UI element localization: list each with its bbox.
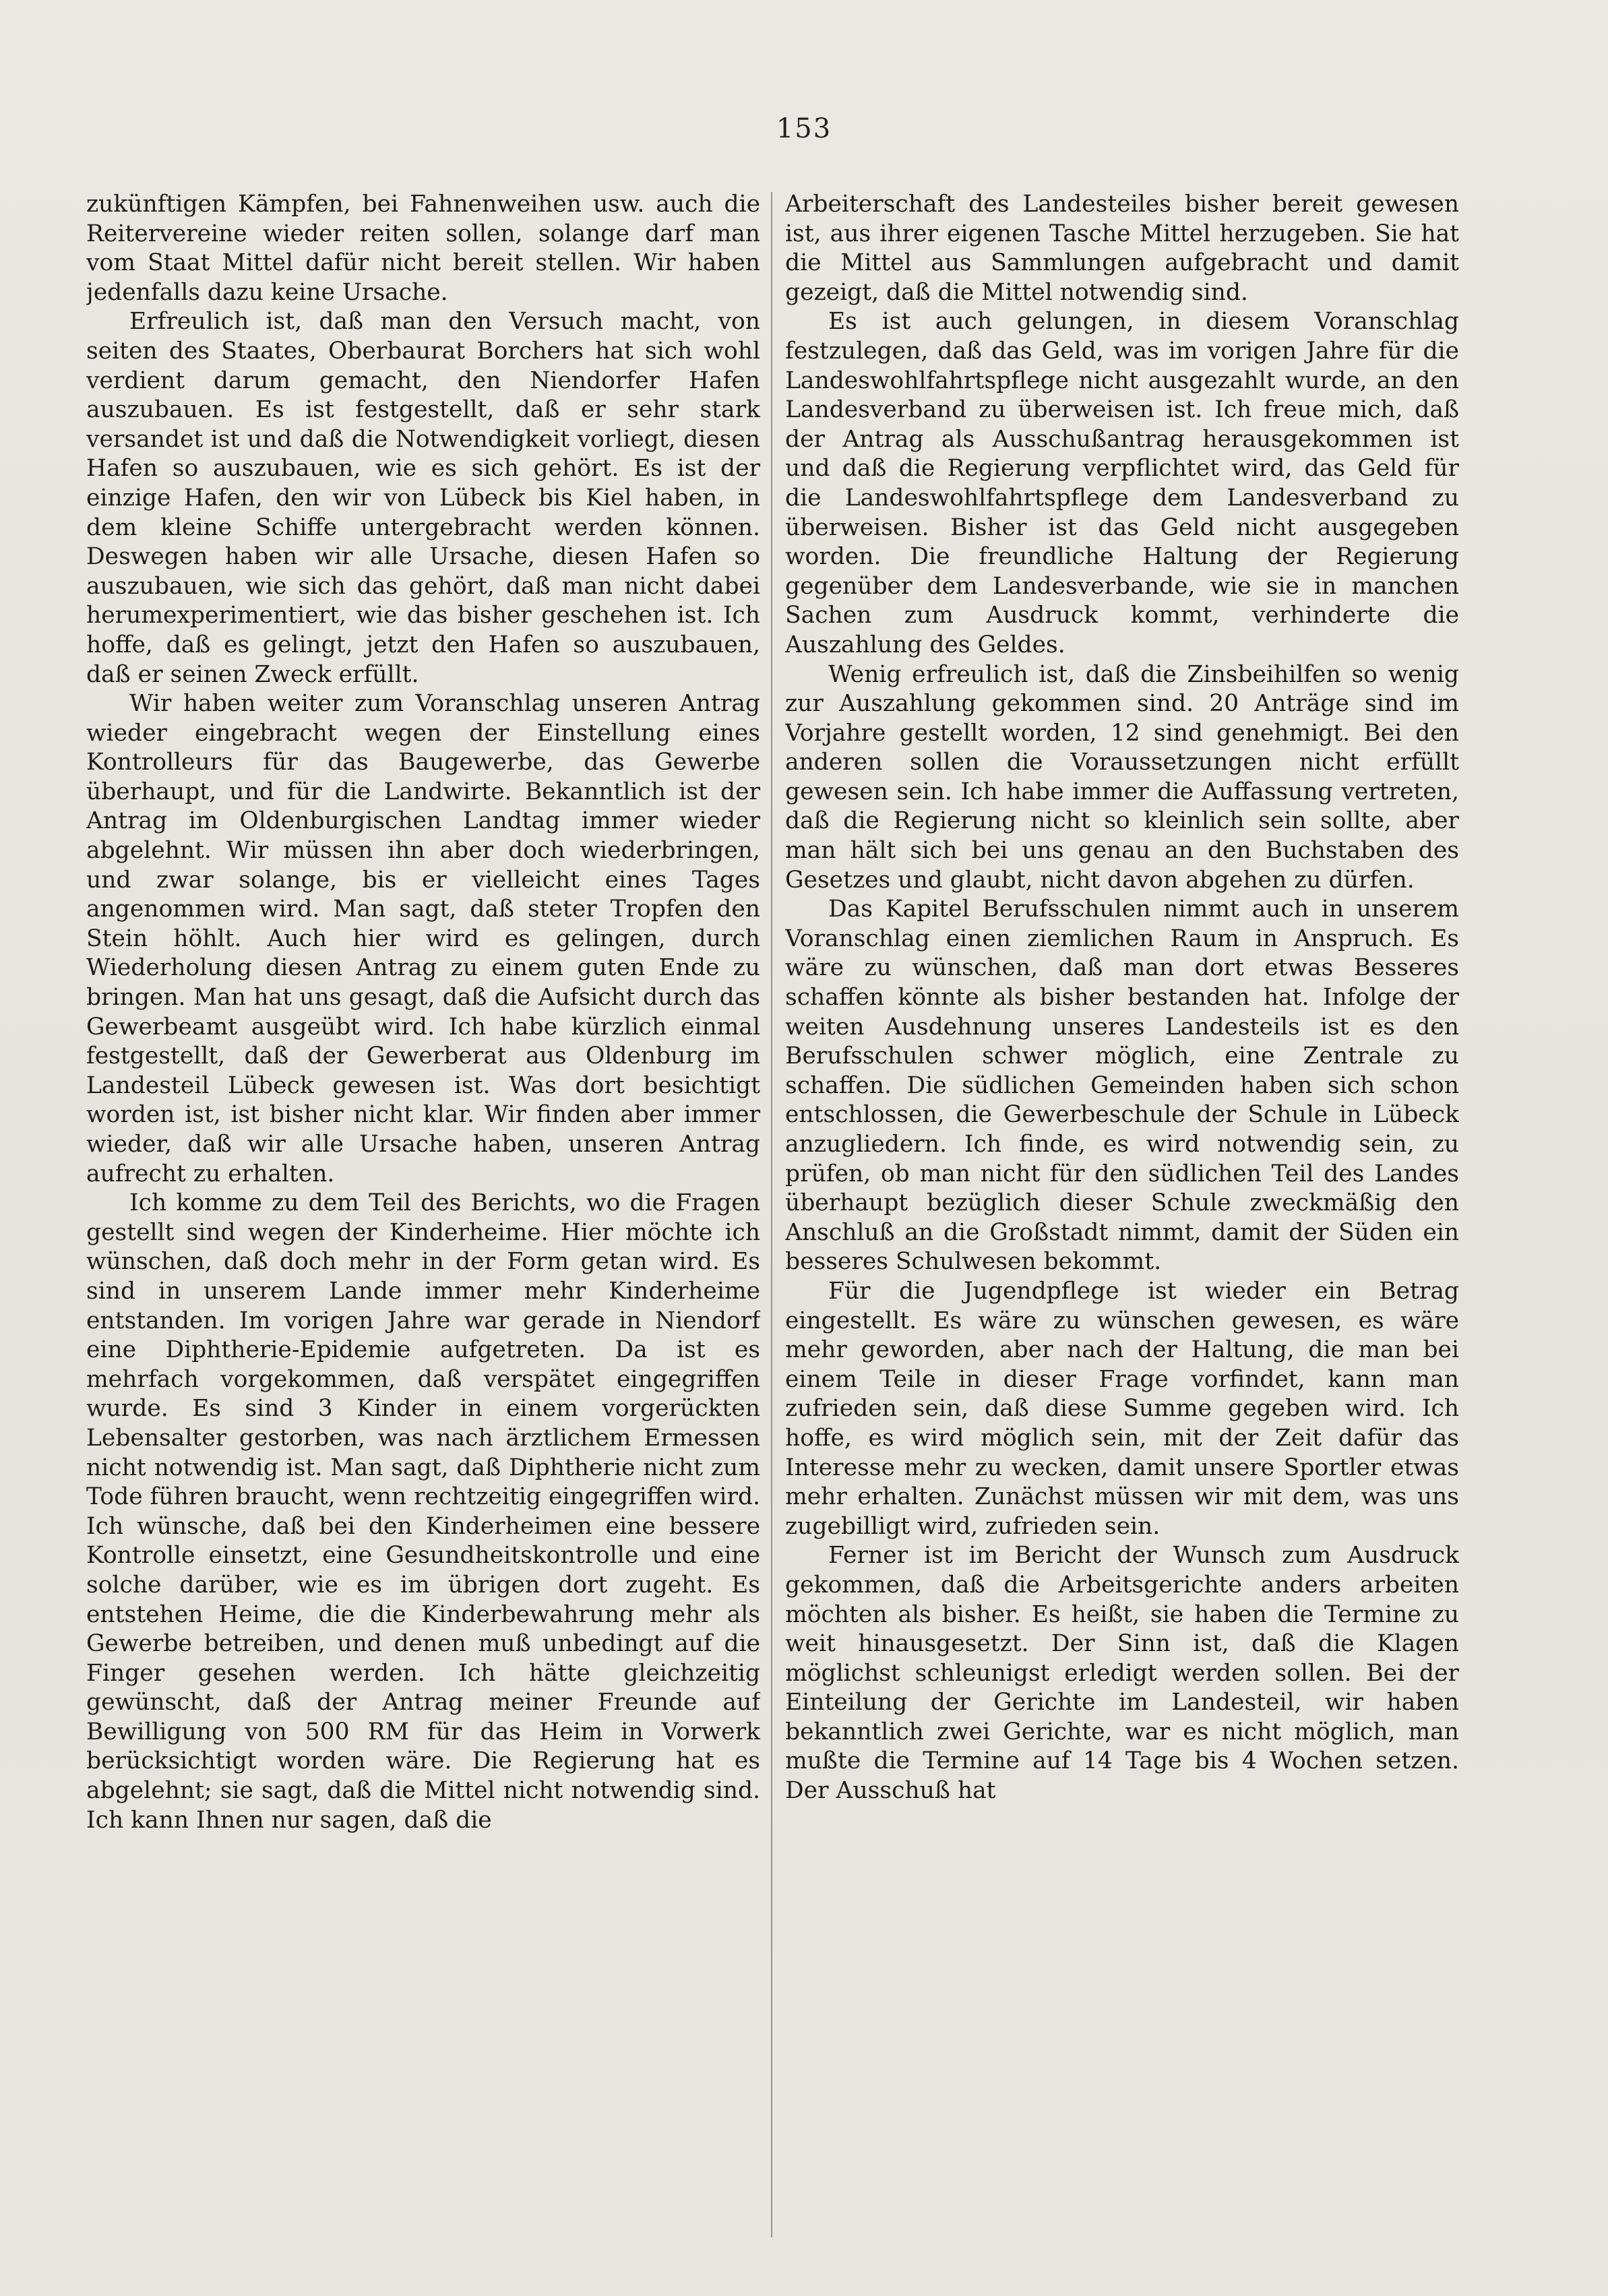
paragraph: Erfreulich ist, daß man den Versuch macht, von seiten des Staates, Oberbaurat Borchers hat sich wohl verdient darum gemacht, den Niendorfer Hafen auszubauen. Es ist festgestellt, daß er sehr stark versandet ist und daß die Notwendigkeit vorliegt, diesen Hafen so auszubauen, wie es sich gehört. Es ist der einzige Hafen, den wir von Lübeck bis Kiel haben, in dem kleine Schiffe untergebracht werden können. Deswegen haben wir alle Ursache, diesen Hafen so auszubauen, wie sich das gehört, daß man nicht dabei herumexperimentiert, wie das bisher geschehen ist. Ich hoffe, daß es gelingt, jetzt den Hafen so auszubauen, daß er seinen Zweck erfüllt.: [86, 308, 760, 688]
left-column: [86, 190, 760, 2252]
column-divider: [771, 192, 772, 2237]
paragraph: Wenig erfreulich ist, daß die Zinsbeihilfen so wenig zur Auszahlung gekommen sind. 20 Anträge sind im Vorjahre gestellt worden, 12 sind genehmigt. Bei den anderen sollen die Voraussetzungen nicht erfüllt gewesen sein. Ich habe immer die Auffassung vertreten, daß die Regierung nicht so kleinlich sein sollte, aber man hält sich bei uns genau an den Buchstaben des Gesetzes und glaubt, nicht davon abgehen zu dürfen.: [785, 660, 1459, 894]
paragraph: Wir haben weiter zum Voranschlag unseren Antrag wieder eingebracht wegen der Einstellung eines Kontrolleurs für das Baugewerbe, das Gewerbe überhaupt, und für die Landwirte. Bekanntlich ist der Antrag im Oldenburgischen Landtag immer wieder abgelehnt. Wir müssen ihn aber doch wiederbringen, und zwar solange, bis er vielleicht eines Tages angenommen wird. Man sagt, daß steter Tropfen den Stein höhlt. Auch hier wird es gelingen, durch Wiederholung diesen Antrag zu einem guten Ende zu bringen. Man hat uns gesagt, daß die Aufsicht durch das Gewerbeamt ausgeübt wird. Ich habe kürzlich einmal festgestellt, daß der Gewerberat aus Oldenburg im Landesteil Lübeck gewesen ist. Was dort besichtigt worden ist, ist bisher nicht klar. Wir finden aber immer wieder, daß wir alle Ursache haben, unseren Antrag aufrecht zu erhalten.: [86, 690, 760, 1187]
page-number: 153: [776, 113, 832, 144]
paragraph: Ich komme zu dem Teil des Berichts, wo die Fragen gestellt sind wegen der Kinderheime. Hier möchte ich wünschen, daß doch mehr in der Form getan wird. Es sind in unserem Lande immer mehr Kinderheime entstanden. Im vorigen Jahre war gerade in Niendorf eine Diphtherie-Epidemie aufgetreten. Da ist es mehrfach vorgekommen, daß verspätet eingegriffen wurde. Es sind 3 Kinder in einem vorgerückten Lebensalter gestorben, was nach ärztlichem Ermessen nicht notwendig ist. Man sagt, daß Diphtherie nicht zum Tode führen braucht, wenn rechtzeitig eingegriffen wird. Ich wünsche, daß bei den Kinderheimen eine bessere Kontrolle einsetzt, eine Gesundheitskontrolle und eine solche darüber, wie es im übrigen dort zugeht. Es entstehen Heime, die die Kinderbewahrung mehr als Gewerbe betreiben, und denen muß unbedingt auf die Finger gesehen werden. Ich hätte gleichzeitig gewünscht, daß der Antrag meiner Freunde auf Bewilligung von 500 RM für das Heim in Vorwerk berücksichtigt worden wäre. Die Regierung hat es abgelehnt; sie sagt, daß die Mittel nicht notwendig sind. Ich kann Ihnen nur sagen, daß die: [86, 1189, 760, 1834]
paragraph: Ferner ist im Bericht der Wunsch zum Ausdruck gekommen, daß die Arbeitsgerichte anders arbeiten möchten als bisher. Es heißt, sie haben die Termine zu weit hinausgesetzt. Der Sinn ist, daß die Klagen möglichst schleunigst erledigt werden sollen. Bei der Einteilung der Gerichte im Landesteil, wir haben bekanntlich zwei Gerichte, war es nicht möglich, man mußte die Termine auf 14 Tage bis 4 Wochen setzen. Der Ausschuß hat: [785, 1542, 1459, 1805]
paragraph: Es ist auch gelungen, in diesem Voranschlag festzulegen, daß das Geld, was im vorigen Jahre für die Landeswohlfahrtspflege nicht ausgezahlt wurde, an den Landesverband zu überweisen ist. Ich freue mich, daß der Antrag als Ausschußantrag herausgekommen ist und daß die Regierung verpflichtet wird, das Geld für die Landeswohlfahrtspflege dem Landesverband zu überweisen. Bisher ist das Geld nicht ausgegeben worden. Die freundliche Haltung der Regierung gegenüber dem Landesverbande, wie sie in manchen Sachen zum Ausdruck kommt, verhinderte die Auszahlung des Geldes.: [785, 308, 1459, 658]
paragraph: Arbeiterschaft des Landesteiles bisher bereit gewesen ist, aus ihrer eigenen Tasche Mittel herzugeben. Sie hat die Mittel aus Sammlungen aufgebracht und damit gezeigt, daß die Mittel notwendig sind.: [785, 191, 1459, 306]
right-column: [785, 190, 1459, 2252]
paragraph: zukünftigen Kämpfen, bei Fahnenweihen usw. auch die Reitervereine wieder reiten sollen, solange darf man vom Staat Mittel dafür nicht bereit stellen. Wir haben jedenfalls dazu keine Ursache.: [86, 191, 760, 306]
paragraph: Das Kapitel Berufsschulen nimmt auch in unserem Voranschlag einen ziemlichen Raum in Anspruch. Es wäre zu wünschen, daß man dort etwas Besseres schaffen könnte als bisher bestanden hat. Infolge der weiten Ausdehnung unseres Landesteils ist es den Berufsschulen schwer möglich, eine Zentrale zu schaffen. Die südlichen Gemeinden haben sich schon entschlossen, die Gewerbeschule der Schule in Lübeck anzugliedern. Ich finde, es wird notwendig sein, zu prüfen, ob man nicht für den südlichen Teil des Landes überhaupt bezüglich dieser Schule zweckmäßig den Anschluß an die Großstadt nimmt, damit der Süden ein besseres Schulwesen bekommt.: [785, 896, 1459, 1276]
paragraph: Für die Jugendpflege ist wieder ein Betrag eingestellt. Es wäre zu wünschen gewesen, es wäre mehr geworden, aber nach der Haltung, die man bei einem Teile in dieser Frage vorfindet, kann man zufrieden sein, daß diese Summe gegeben wird. Ich hoffe, es wird möglich sein, mit der Zeit dafür das Interesse mehr zu wecken, damit unsere Sportler etwas mehr erhalten. Zunächst müssen wir mit dem, was uns zugebilligt wird, zufrieden sein.: [785, 1277, 1459, 1540]
